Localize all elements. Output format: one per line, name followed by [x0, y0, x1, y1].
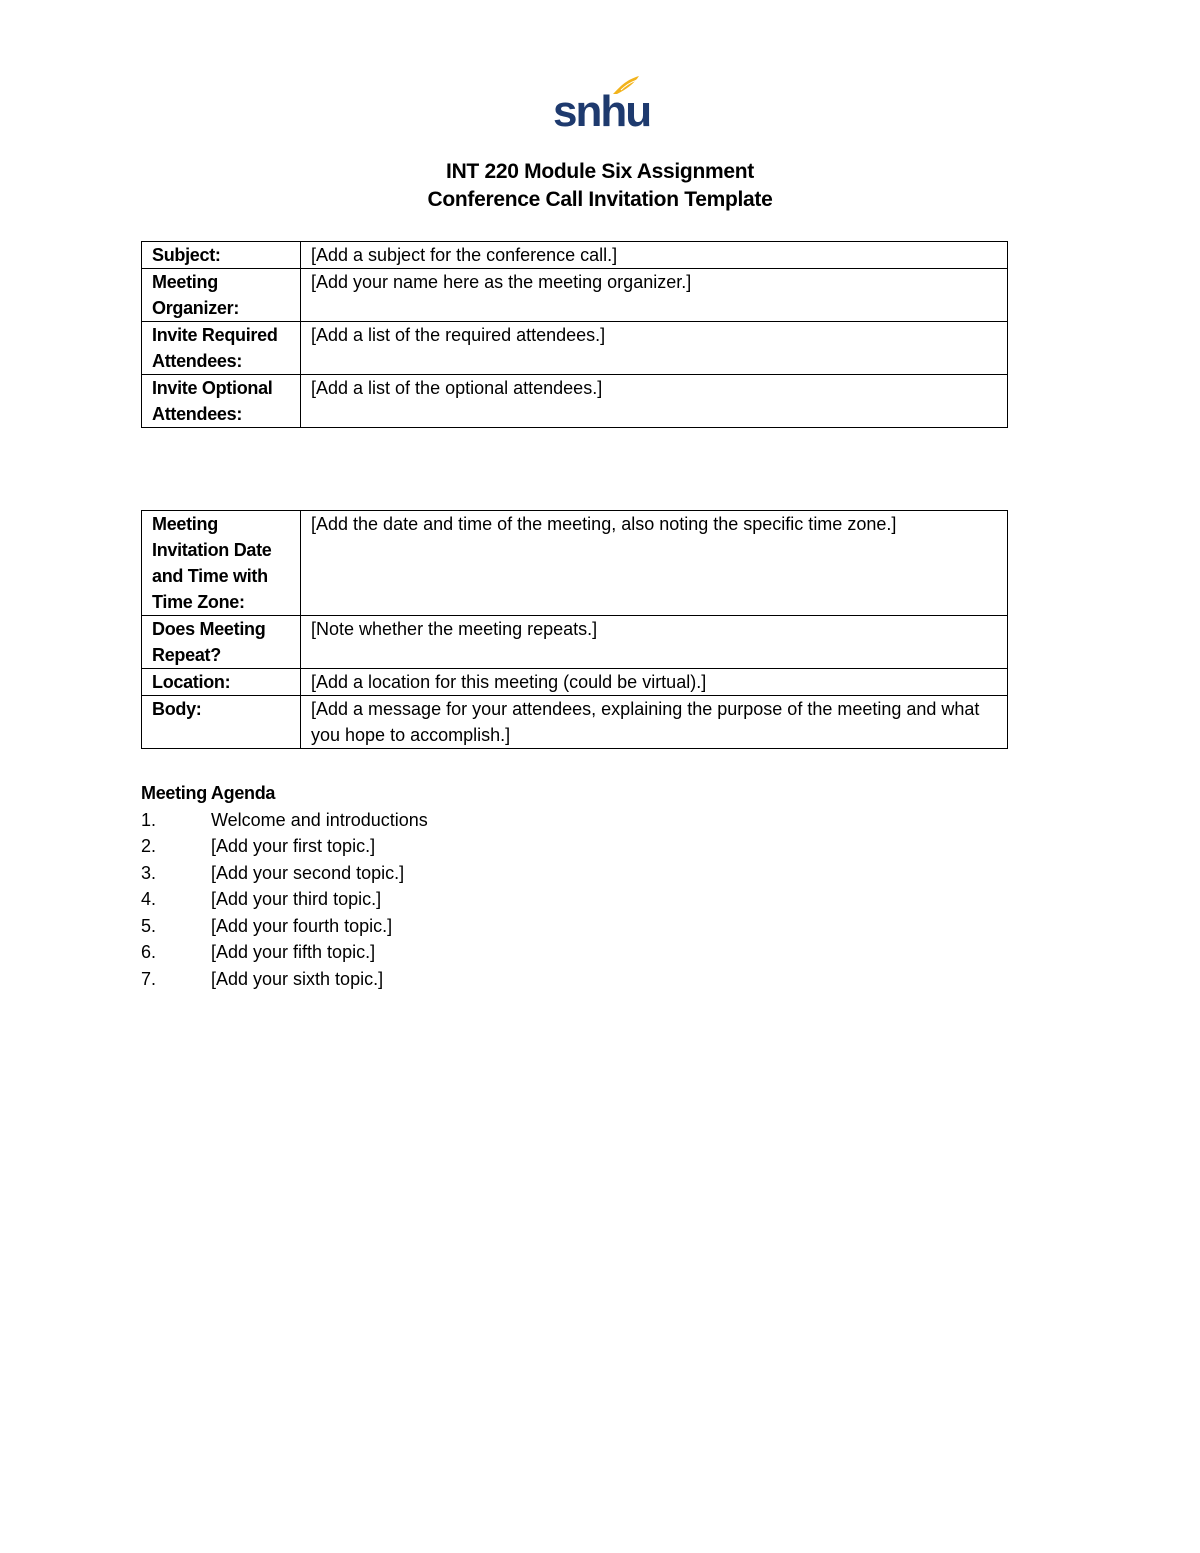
organizer-label: Meeting Organizer:: [142, 269, 301, 322]
list-item-text[interactable]: [Add your third topic.]: [211, 889, 382, 909]
date-time-label: Meeting Invitation Date and Time with Time Zone:: [142, 511, 301, 616]
repeat-value[interactable]: [Note whether the meeting repeats.]: [301, 616, 1008, 669]
title-line-2: Conference Call Invitation Template: [427, 188, 773, 211]
location-label: Location:: [142, 669, 301, 696]
table-row: [142, 269, 1008, 322]
list-item: [141, 939, 841, 966]
subject-value[interactable]: [Add a subject for the conference call.]: [301, 242, 1008, 269]
document-title: [0, 158, 1200, 214]
agenda-heading: Meeting Agenda: [141, 783, 276, 803]
location-value[interactable]: [Add a location for this meeting (could be virtual).]: [301, 669, 1008, 696]
list-number: 7.: [141, 968, 157, 989]
logo-wordmark: snhu: [553, 87, 651, 136]
required-attendees-value[interactable]: [Add a list of the required attendees.]: [301, 322, 1008, 375]
table-row: [142, 242, 1008, 269]
list-item: [141, 860, 841, 887]
repeat-label: Does Meeting Repeat?: [142, 616, 301, 669]
list-number: 1.: [141, 809, 157, 830]
list-item-text[interactable]: [Add your second topic.]: [211, 862, 405, 883]
title-line-1: INT 220 Module Six Assignment: [446, 160, 754, 183]
body-value[interactable]: [Add a message for your attendees, explaining the purpose of the meeting and what you hope to accomplish.]: [301, 696, 1008, 749]
list-number: 3.: [141, 862, 157, 883]
list-number: 2.: [141, 836, 157, 856]
snhu-logo: [553, 72, 651, 136]
optional-attendees-value[interactable]: [Add a list of the optional attendees.]: [301, 375, 1008, 428]
table-row: [142, 696, 1008, 749]
table-row: [142, 322, 1008, 375]
required-attendees-label: Invite Required Attendees:: [142, 322, 301, 375]
optional-attendees-label: Invite Optional Attendees:: [142, 375, 301, 428]
list-item-text[interactable]: [Add your sixth topic.]: [211, 968, 384, 989]
list-number: 4.: [141, 889, 157, 909]
list-item: [141, 913, 841, 940]
table-row: [142, 511, 1008, 616]
list-item: [141, 807, 841, 834]
meeting-agenda: [141, 780, 841, 992]
list-number: 5.: [141, 915, 157, 936]
table-row: [142, 375, 1008, 428]
table-row: [142, 616, 1008, 669]
list-item: [141, 886, 841, 913]
list-item-text[interactable]: Welcome and introductions: [211, 809, 428, 830]
list-number: 6.: [141, 942, 157, 962]
body-label: Body:: [142, 696, 301, 749]
list-item-text[interactable]: [Add your first topic.]: [211, 836, 376, 856]
date-time-value[interactable]: [Add the date and time of the meeting, also noting the specific time zone.]: [301, 511, 1008, 616]
organizer-value[interactable]: [Add your name here as the meeting organizer.]: [301, 269, 1008, 322]
meeting-details-table: [141, 510, 1008, 749]
invitation-details-table: [141, 241, 1008, 428]
list-item: [141, 966, 841, 993]
list-item-text[interactable]: [Add your fourth topic.]: [211, 915, 393, 936]
list-item-text[interactable]: [Add your fifth topic.]: [211, 942, 376, 962]
table-row: [142, 669, 1008, 696]
list-item: [141, 833, 841, 860]
subject-label: Subject:: [142, 242, 301, 269]
